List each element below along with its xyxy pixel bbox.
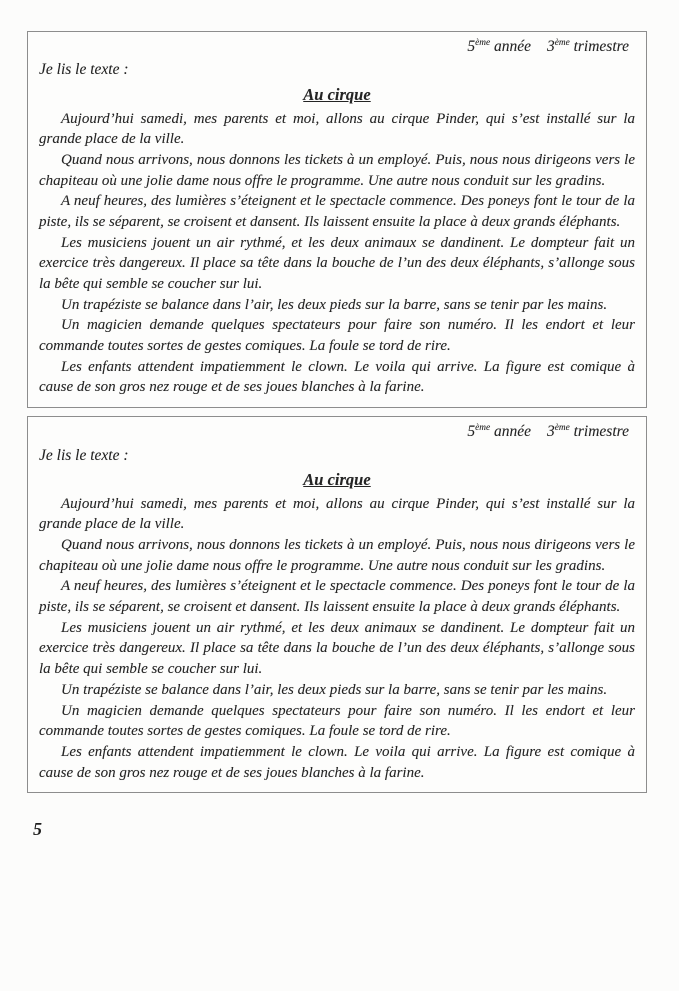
- grade-term-header: [39, 421, 635, 442]
- paragraph-5: Un trapéziste se balance dans l’air, les deux pieds sur la barre, sans se tenir par les mains.: [61, 296, 608, 313]
- paragraph-2: Quand nous arrivons, nous donnons les tickets à un employé. Puis, nous nous dirigeons vers le chapiteau où une jolie dame nous offre le programme. Une autre nous conduit sur les gradins.: [39, 537, 635, 574]
- paragraph-7: Les enfants attendent impatiemment le clown. Le voila qui arrive. La figure est comique à cause de son gros nez rouge et de ses joues blanches à la farine.: [39, 358, 635, 396]
- grade-term-header: [39, 36, 635, 57]
- paragraph-6: Un magicien demande quelques spectateurs pour faire son numéro. Il les endort et leur commande toutes sortes de gestes comiques. La foule se tord de rire.: [39, 317, 635, 355]
- text-title: Au cirque: [303, 469, 371, 489]
- term-superscript: ème: [554, 37, 570, 48]
- instruction-label: Je lis le texte :: [39, 61, 129, 79]
- term-label: 3ème trimestre: [547, 37, 629, 55]
- grade-superscript: ème: [475, 422, 491, 433]
- page-number: 5: [33, 819, 42, 840]
- paragraph-4: Les musiciens jouent un air rythmé, et les deux animaux se dandinent. Le dompteur fait un exercice très dangereux. Il place sa tête dans la bouche de l’un des deux éléphants, s’allonge sous la bête qui semble se coucher sur lui.: [39, 619, 635, 678]
- paragraph-2: Quand nous arrivons, nous donnons les tickets à un employé. Puis, nous nous dirigeons vers le chapiteau où une jolie dame nous offre le programme. Une autre nous conduit sur les gradins.: [39, 151, 635, 189]
- reading-sheet-block-2: [27, 416, 647, 793]
- term-label: 3ème trimestre: [547, 422, 629, 441]
- paragraph-4: Les musiciens jouent un air rythmé, et les deux animaux se dandinent. Le dompteur fait un exercice très dangereux. Il place sa tête dans la bouche de l’un des deux éléphants, s’allonge sous la bête qui semble se coucher sur lui.: [39, 234, 635, 293]
- term-superscript: ème: [554, 422, 570, 433]
- paragraph-3: A neuf heures, des lumières s’éteignent et le spectacle commence. Des poneys font le tour de la piste, ils se séparent, se croisent et dansent. Ils laissent ensuite la place à deux grands éléphants.: [39, 193, 635, 230]
- paragraph-1: Aujourd’hui samedi, mes parents et moi, allons au cirque Pinder, qui s’est installé sur la grande place de la ville.: [39, 495, 635, 533]
- grade-label: 5ème année: [467, 37, 531, 55]
- paragraph-1: Aujourd’hui samedi, mes parents et moi, allons au cirque Pinder, qui s’est installé sur la grande place de la ville.: [39, 110, 635, 148]
- grade-superscript: ème: [475, 37, 491, 48]
- paragraph-6: Un magicien demande quelques spectateurs pour faire son numéro. Il les endort et leur commande toutes sortes de gestes comiques. La foule se tord de rire.: [39, 702, 635, 740]
- reading-sheet-block-1: [27, 31, 647, 408]
- instruction-label: Je lis le texte :: [39, 446, 129, 464]
- paragraph-3: A neuf heures, des lumières s’éteignent et le spectacle commence. Des poneys font le tour de la piste, ils se séparent, se croisent et dansent. Ils laissent ensuite la place à deux grands éléphants.: [39, 578, 635, 616]
- grade-label: 5ème année: [467, 422, 531, 441]
- text-title: Au cirque: [303, 84, 371, 104]
- paragraph-5: Un trapéziste se balance dans l’air, les deux pieds sur la barre, sans se tenir par les mains.: [61, 681, 608, 698]
- paragraph-7: Les enfants attendent impatiemment le clown. Le voila qui arrive. La figure est comique à cause de son gros nez rouge et de ses joues blanches à la farine.: [39, 743, 635, 781]
